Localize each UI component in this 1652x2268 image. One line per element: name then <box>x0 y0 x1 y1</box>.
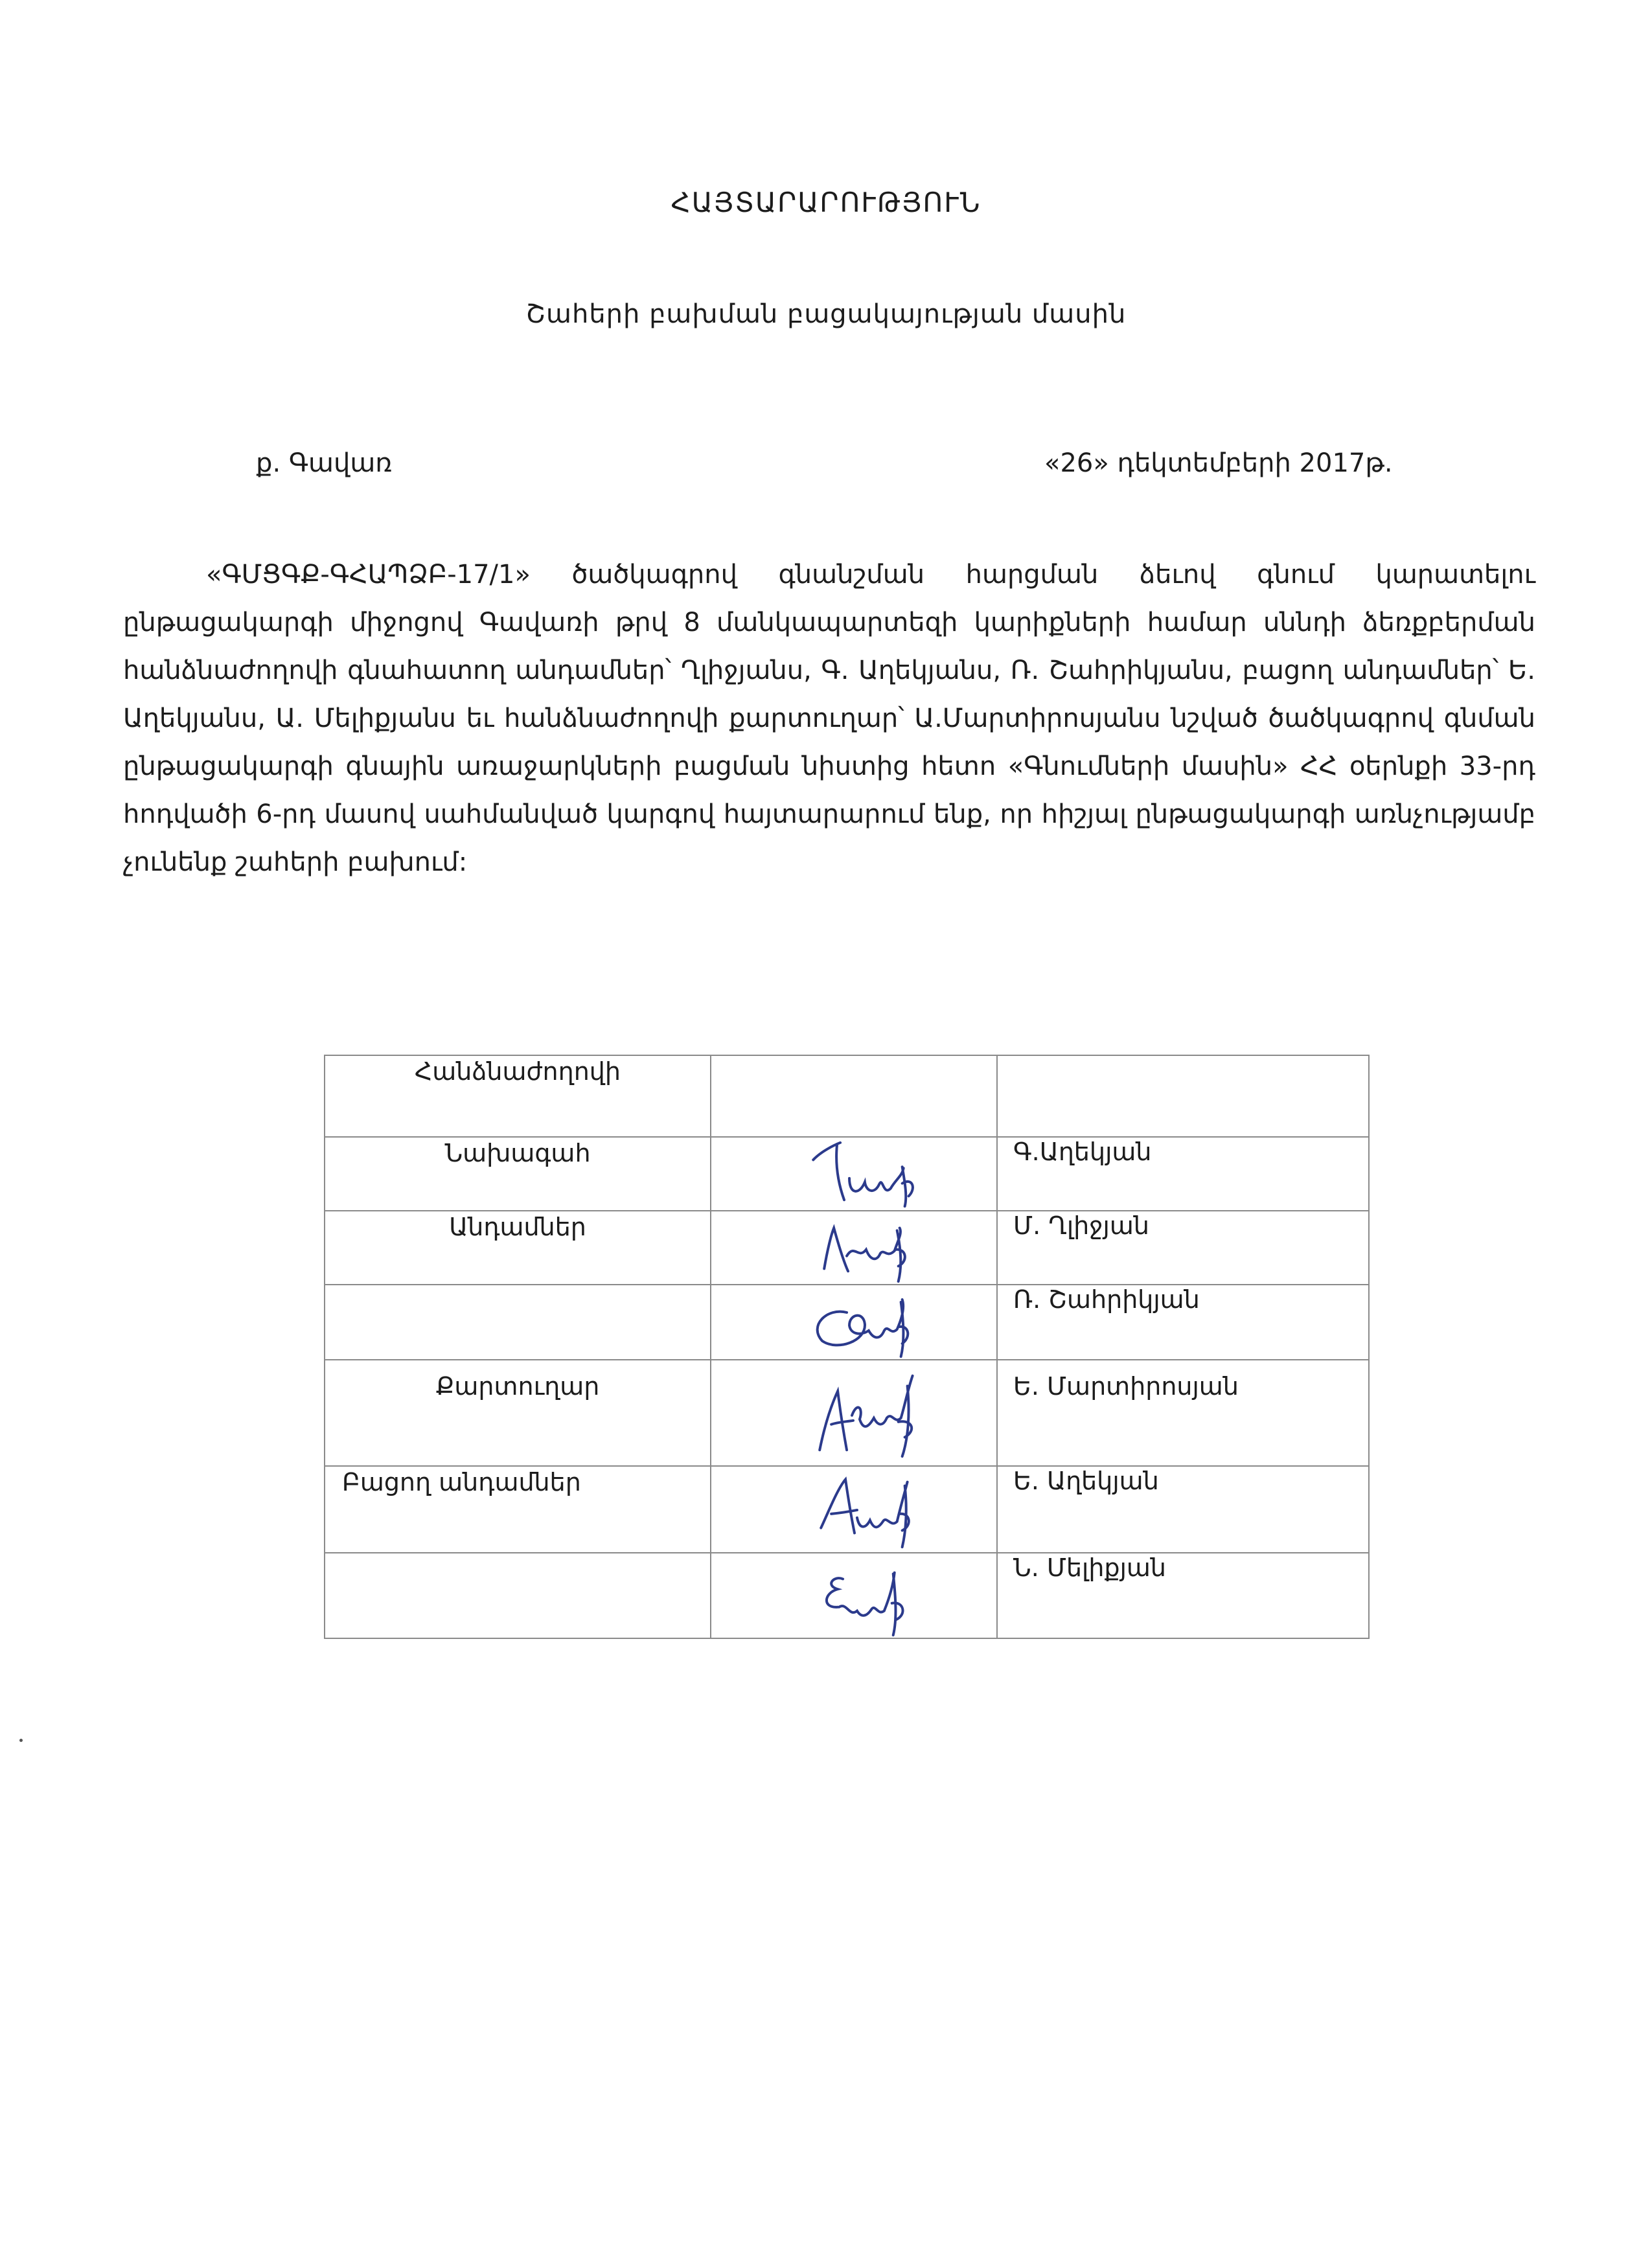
position-label <box>325 1553 710 1555</box>
signature-5 <box>711 1467 996 1552</box>
signature-cell <box>711 1285 997 1360</box>
table-row <box>325 1553 1369 1638</box>
table-row <box>325 1211 1369 1285</box>
signature-cell <box>711 1553 997 1638</box>
signature-1 <box>711 1138 996 1210</box>
member-name: Գ.Աղեկյան <box>1013 1138 1152 1166</box>
city-line: ք. Գավառ <box>256 448 393 478</box>
position-cell <box>325 1211 711 1285</box>
member-name: Ռ. Շահրիկյան <box>1013 1285 1200 1314</box>
name-cell <box>997 1137 1369 1211</box>
table-row <box>325 1137 1369 1211</box>
signature-cell <box>711 1055 997 1137</box>
table-row <box>325 1285 1369 1360</box>
signature-cell <box>711 1360 997 1466</box>
table-row <box>325 1466 1369 1553</box>
table-header-cell <box>325 1055 711 1137</box>
signature-cell <box>711 1137 997 1211</box>
table-header-row <box>325 1055 1369 1137</box>
table-row <box>325 1360 1369 1466</box>
scan-speck <box>19 1739 23 1742</box>
signature-cell <box>711 1466 997 1553</box>
position-cell <box>325 1137 711 1211</box>
name-cell <box>997 1553 1369 1638</box>
declaration-paragraph: «ԳՄՑԳՔ-ԳՀԱՊՁԲ-17/1» ծածկագրով գնանշման հարցման ձեւով գնում կարատելու ընթացակարգի միջոցով Գավառի թրվ 8 մանկապարտեզի կարիքների համար սննդի ձեռքբերման հանձնաժողովի գնահատող անդամներ՝ Ղլիջյանս, Գ. Աղեկյանս, Ռ. Շահրիկյանս, բացող անդամներ՝ Ե. Աղեկյանս, Ա. Մելիքյանս եւ հանձնաժողովի քարտուղար՝ Ա.Մարտիրոսյանս նշված ծածկագրով գնման ընթացակարգի գնային առաջարկների բացման նիստից հետո «Գնումների մասին» ՀՀ օերնքի 33-րդ հոդվածի 6-րդ մասով սահմանված կարգով հայտարարում ենք, որ հիշյալ ընթացակարգի առնչությամբ չունենք շահերի բախում: <box>123 560 1535 877</box>
name-cell <box>997 1466 1369 1553</box>
signature-3 <box>711 1285 996 1359</box>
position-label: Բացող անդամներ <box>342 1468 581 1496</box>
signature-6 <box>711 1553 996 1638</box>
name-cell <box>997 1211 1369 1285</box>
name-cell <box>997 1360 1369 1466</box>
signature-table <box>324 1055 1370 1639</box>
name-cell <box>997 1285 1369 1360</box>
member-name: Մ. Ղլիջյան <box>1013 1211 1149 1240</box>
member-name: Ե. Մարտիրոսյան <box>1013 1372 1239 1401</box>
position-cell <box>325 1285 711 1360</box>
member-name: Ն. Մելիքյան <box>1013 1553 1167 1582</box>
member-name: Ե. Աղեկյան <box>1013 1467 1159 1495</box>
position-cell <box>325 1360 711 1466</box>
position-label <box>325 1285 710 1287</box>
position-cell <box>325 1553 711 1638</box>
signature-2 <box>711 1211 996 1284</box>
position-label: Անդամներ <box>449 1213 586 1241</box>
position-label: Քարտուղար <box>435 1372 600 1401</box>
document-title: ՀԱՅՏԱՐԱՐՈՒԹՅՈՒՆ <box>671 187 981 218</box>
signature-4 <box>711 1360 996 1465</box>
document-subtitle: Շահերի բախման բացակայության մասին <box>525 299 1127 329</box>
date-line: «26» դեկտեմբերի 2017թ. <box>1044 448 1393 478</box>
position-cell <box>325 1466 711 1553</box>
committee-header: Հանձնաժողովի <box>415 1057 621 1086</box>
signature-cell <box>711 1211 997 1285</box>
name-cell <box>997 1055 1369 1137</box>
position-label: Նախագահ <box>444 1139 591 1167</box>
